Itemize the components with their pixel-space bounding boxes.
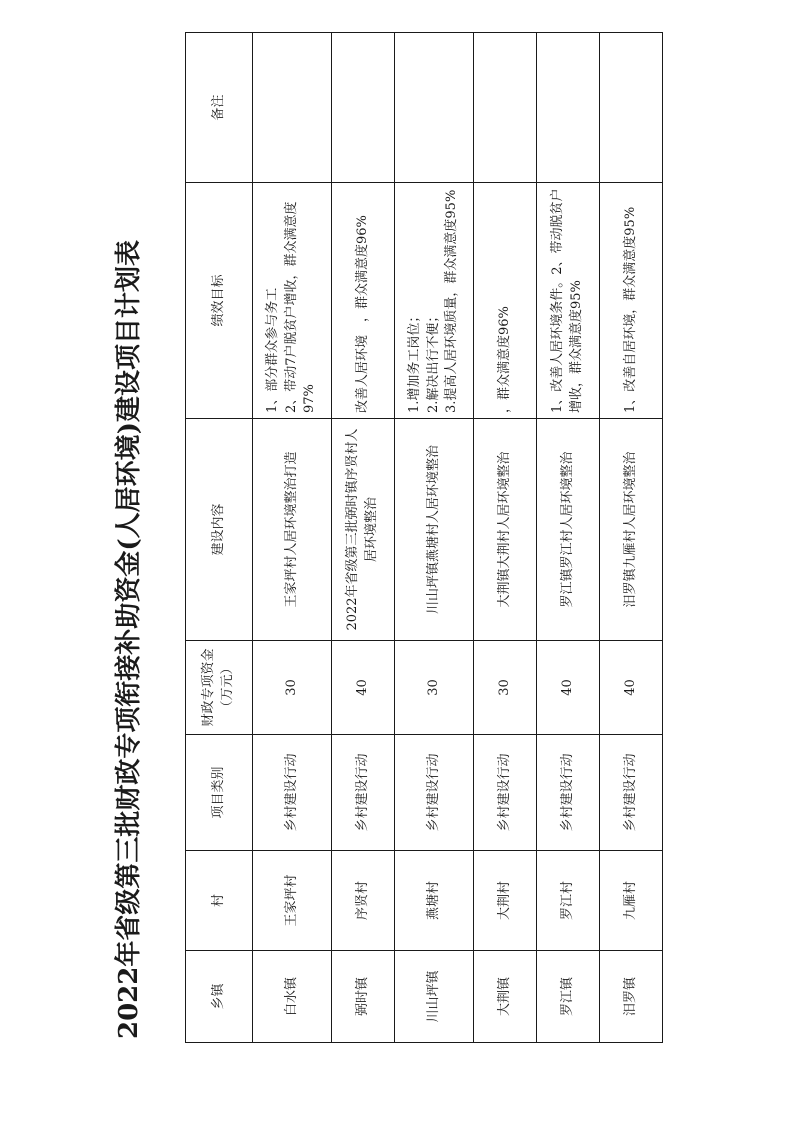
cell-village: 罗江村 xyxy=(537,851,600,951)
cell-category: 乡村建设行动 xyxy=(253,735,332,851)
table-header-row xyxy=(186,33,253,1043)
cell-town: 罗江镇 xyxy=(537,951,600,1043)
cell-content: 王家坪村人居环境整治打造 xyxy=(253,419,332,641)
cell-remark xyxy=(253,33,332,183)
goal-line: 3.提高人居环境质量，群众满意度95% xyxy=(444,189,460,413)
cell-village: 王家坪村 xyxy=(253,851,332,951)
cell-goal xyxy=(537,183,600,419)
cell-category: 乡村建设行动 xyxy=(395,735,474,851)
header-town: 乡镇 xyxy=(186,951,253,1043)
table-row xyxy=(474,33,537,1043)
cell-village: 九雁村 xyxy=(600,851,663,951)
cell-funds: 30 xyxy=(253,641,332,735)
cell-town: 汨罗镇 xyxy=(600,951,663,1043)
cell-town: 弼时镇 xyxy=(332,951,395,1043)
goal-line: 2.解决出行不便； xyxy=(425,309,441,413)
cell-remark xyxy=(474,33,537,183)
cell-funds: 40 xyxy=(537,641,600,735)
table-row xyxy=(332,33,395,1043)
cell-category: 乡村建设行动 xyxy=(474,735,537,851)
header-content: 建设内容 xyxy=(186,419,253,641)
cell-town: 白水镇 xyxy=(253,951,332,1043)
goal-line: 1.增加务工岗位； xyxy=(406,309,422,413)
cell-goal xyxy=(474,183,537,419)
header-remark: 备注 xyxy=(186,33,253,183)
cell-remark xyxy=(395,33,474,183)
cell-goal xyxy=(332,183,395,419)
cell-town: 川山坪镇 xyxy=(395,951,474,1043)
cell-goal xyxy=(253,183,332,419)
goal-line: 1、改善自居环境，群众满意度95% xyxy=(622,206,638,413)
page-title: 2022年省级第三批财政专项衔接补助资金(人居环境)建设项目计划表 xyxy=(114,240,144,1039)
cell-category: 乡村建设行动 xyxy=(600,735,663,851)
goal-line: 1、改善人居环境条件。2、带动脱贫户增收，群众满意度95% xyxy=(550,188,584,413)
cell-category: 乡村建设行动 xyxy=(332,735,395,851)
table-row xyxy=(600,33,663,1043)
cell-remark xyxy=(600,33,663,183)
cell-funds: 40 xyxy=(600,641,663,735)
cell-funds: 40 xyxy=(332,641,395,735)
goal-line: 2、带动7户脱贫户增收，群众满意度97% xyxy=(283,201,318,413)
table-row xyxy=(537,33,600,1043)
cell-village: 序贤村 xyxy=(332,851,395,951)
header-category: 项目类别 xyxy=(186,735,253,851)
cell-content: 罗江镇罗江村人居环境整治 xyxy=(537,419,600,641)
cell-village: 大荆村 xyxy=(474,851,537,951)
table-row xyxy=(253,33,332,1043)
cell-content: 2022年省级第三批弼时镇序贤村人居环境整治 xyxy=(332,419,395,641)
cell-content: 大荆镇大荆村人居环境整治 xyxy=(474,419,537,641)
header-goal: 绩效目标 xyxy=(186,183,253,419)
table-row xyxy=(395,33,474,1043)
cell-goal xyxy=(395,183,474,419)
cell-category: 乡村建设行动 xyxy=(537,735,600,851)
goal-line: 1、部分群众参与务工 xyxy=(264,287,280,413)
cell-goal xyxy=(600,183,663,419)
cell-funds: 30 xyxy=(395,641,474,735)
header-funds: 财政专项资金（万元） xyxy=(186,641,253,735)
cell-remark xyxy=(537,33,600,183)
goal-line: 改善人居环境 ，群众满意度96% xyxy=(354,215,370,413)
cell-funds: 30 xyxy=(474,641,537,735)
cell-village: 燕塘村 xyxy=(395,851,474,951)
project-plan-table xyxy=(185,32,663,1043)
cell-content: 汨罗镇九雁村人居环境整治 xyxy=(600,419,663,641)
cell-remark xyxy=(332,33,395,183)
cell-town: 大荆镇 xyxy=(474,951,537,1043)
goal-line: ，群众满意度96% xyxy=(496,306,512,413)
header-village: 村 xyxy=(186,851,253,951)
cell-content: 川山坪镇燕塘村人居环境整治 xyxy=(395,419,474,641)
